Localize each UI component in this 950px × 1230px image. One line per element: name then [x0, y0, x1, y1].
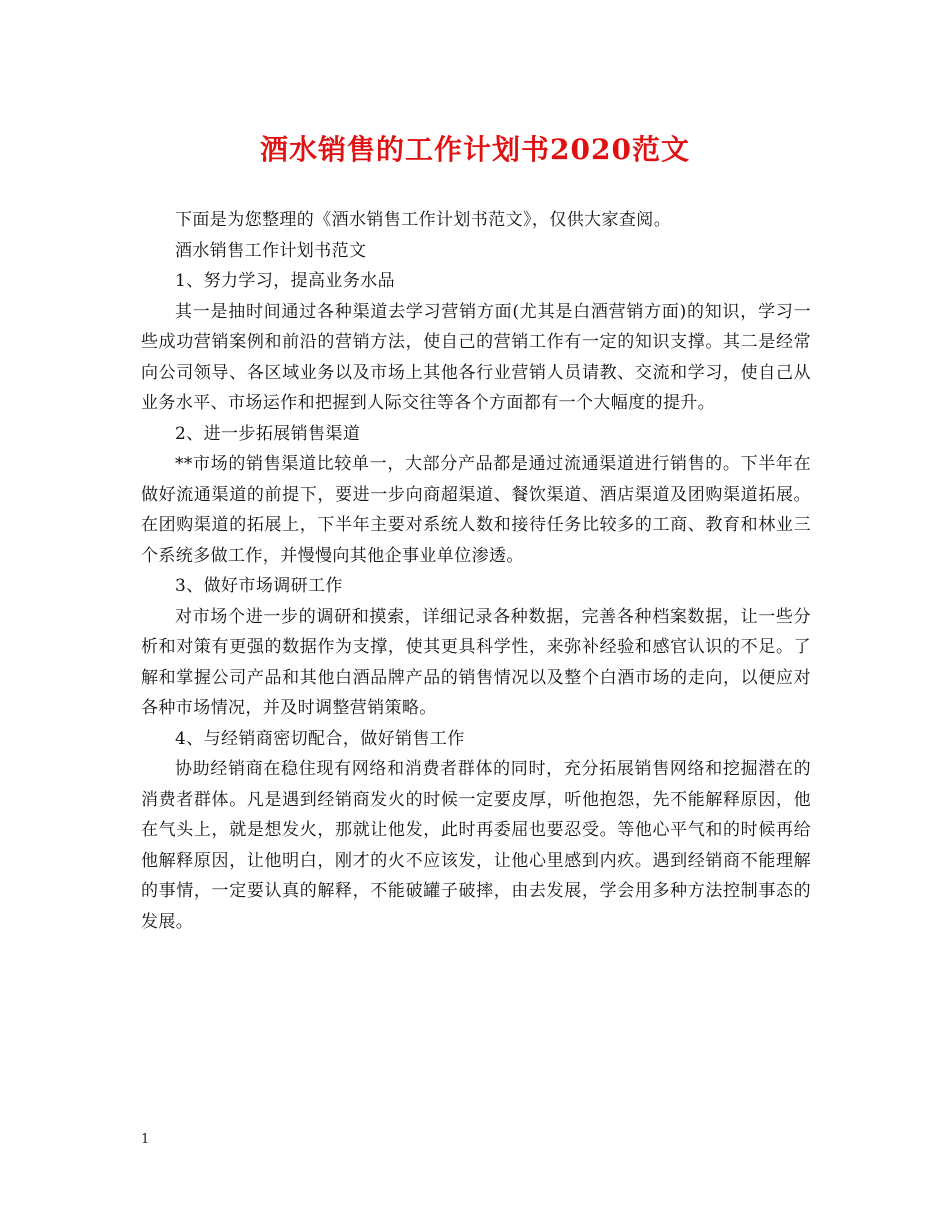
intro-paragraph: 下面是为您整理的《酒水销售工作计划书范文》，仅供大家查阅。 — [175, 210, 672, 230]
section-heading-4: 4、与经销商密切配合，做好销售工作 — [175, 728, 465, 749]
section-body-1: 其一是抽时间通过各种渠道去学习营销方面(尤其是白酒营销方面)的知识，学习一些成功营销案例和前沿的营销方法，使自己的营销工作有一定的知识支撑。其二是经常向公司领导、各区域业务以及市场上其他各行业营销人员请教、交流和学习，使自己从业务水平、市场运作和把握到人际交往等各个方面都有一个大幅度的提升。 — [141, 301, 811, 413]
section-heading-1: 1、努力学习，提高业务水品 — [175, 271, 396, 291]
section-heading-2: 2、进一步拓展销售渠道 — [175, 423, 361, 444]
document-title: 酒水销售的工作计划书2020范文 — [260, 133, 690, 166]
section-body-2: **市场的销售渠道比较单一，大部分产品都是通过流通渠道进行销售的。下半年在做好流通渠道的前提下，要进一步向商超渠道、餐饮渠道、酒店渠道及团购渠道拓展。在团购渠道的拓展上，下半年主要对系统人数和接待任务比较多的工商、教育和林业三个系统多做工作，并慢慢向其他企事业单位渗透。 — [141, 454, 811, 566]
section-body-3: 对市场个进一步的调研和摸索，详细记录各种数据，完善各种档案数据，让一些分析和对策有更强的数据作为支撑，使其更具科学性，来弥补经验和感官认识的不足。了解和掌握公司产品和其他白酒品牌产品的销售情况以及整个白酒市场的走向，以便应对各种市场情况，并及时调整营销策略。 — [141, 606, 811, 718]
page-number: 1 — [141, 1132, 150, 1147]
subtitle-paragraph: 酒水销售工作计划书范文 — [175, 240, 367, 261]
section-heading-3: 3、做好市场调研工作 — [175, 576, 343, 596]
section-body-4: 协助经销商在稳住现有网络和消费者群体的同时，充分拓展销售网络和挖掘潜在的消费者群体。凡是遇到经销商发火的时候一定要皮厚，听他抱怨，先不能解释原因，他在气头上，就是想发火，那就让他发，此时再委屈也要忍受。等他心平气和的时候再给他解释原因，让他明白，刚才的火不应该发，让他心里感到内疚。遇到经销商不能理解的事情，一定要认真的解释，不能破罐子破摔，由去发展，学会用多种方法控制事态的发展。 — [141, 759, 811, 932]
document-body — [141, 205, 811, 937]
